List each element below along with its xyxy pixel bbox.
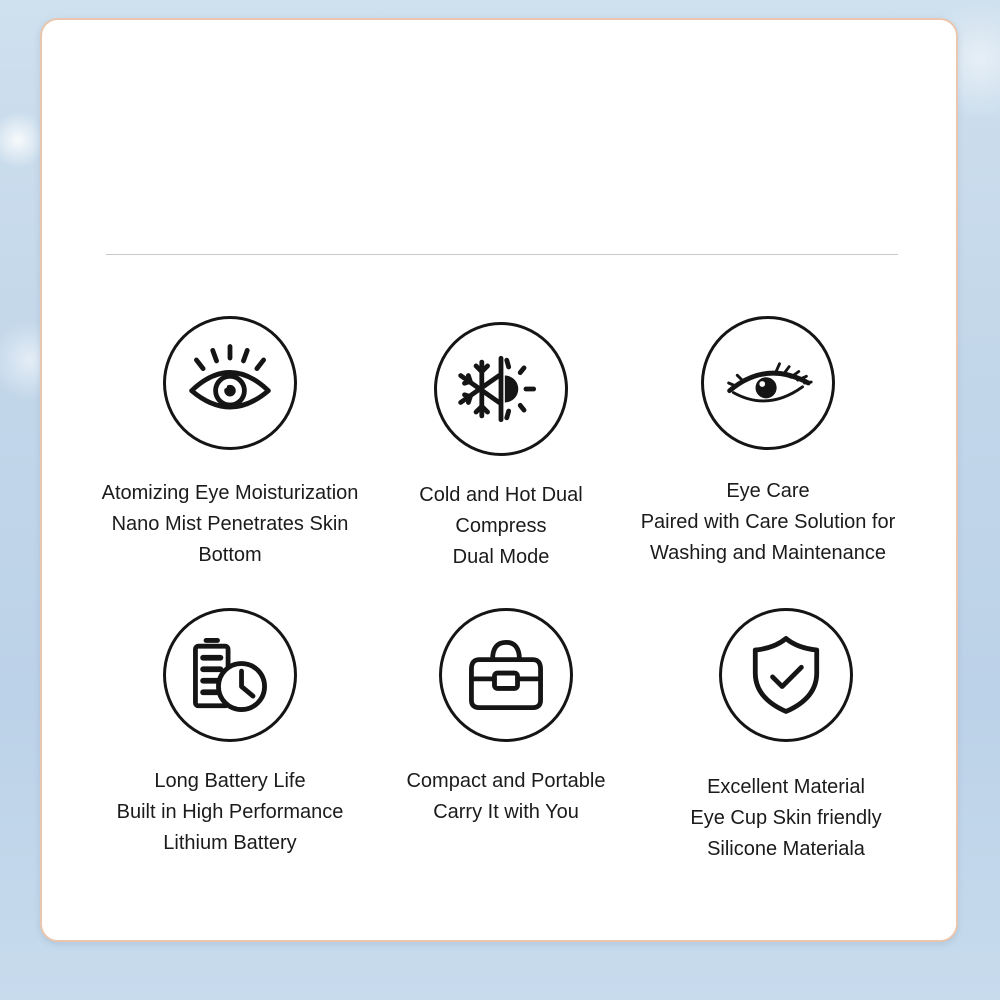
feature-description: [618, 476, 918, 569]
feature-material: [636, 608, 936, 865]
feature-description: [356, 766, 656, 828]
feature-eye-care: [618, 316, 918, 569]
feature-line: Built in High Performance: [116, 801, 344, 823]
feature-line: Compact and Portable: [406, 770, 606, 792]
feature-line: Excellent Material: [707, 776, 865, 798]
feature-moisturization: [80, 316, 380, 571]
section-divider: [106, 254, 898, 255]
feature-line: Paired with Care Solution for: [640, 511, 896, 533]
feature-line: Silicone Materiala: [707, 838, 865, 860]
feature-line: Eye Cup Skin friendly: [690, 807, 882, 829]
feature-line: Carry It with You: [433, 801, 579, 823]
feature-description: [351, 480, 651, 573]
feature-portable: [356, 608, 656, 828]
eye-icon: [163, 316, 297, 450]
feature-line: Long Battery Life: [154, 770, 306, 792]
feature-description: [80, 766, 380, 859]
battery-clock-icon: [163, 608, 297, 742]
feature-line: Atomizing Eye Moisturization: [101, 482, 359, 504]
feature-line: Dual Mode: [452, 546, 550, 568]
feature-description: [636, 772, 936, 865]
eyelash-eye-icon: [701, 316, 835, 450]
feature-line: Washing and Maintenance: [649, 542, 887, 564]
feature-line: Cold and Hot Dual: [419, 484, 583, 506]
feature-line: Eye Care: [726, 480, 810, 502]
feature-battery: [80, 608, 380, 859]
snowflake-sun-icon: [434, 322, 568, 456]
feature-line: Lithium Battery: [163, 832, 297, 854]
feature-line: Nano Mist Penetrates Skin: [111, 513, 349, 535]
feature-dual-compress: [351, 318, 651, 573]
feature-description: [80, 478, 380, 571]
bag-icon: [439, 608, 573, 742]
feature-line: Bottom: [198, 544, 262, 566]
shield-check-icon: [719, 608, 853, 742]
feature-line: Compress: [455, 515, 547, 537]
